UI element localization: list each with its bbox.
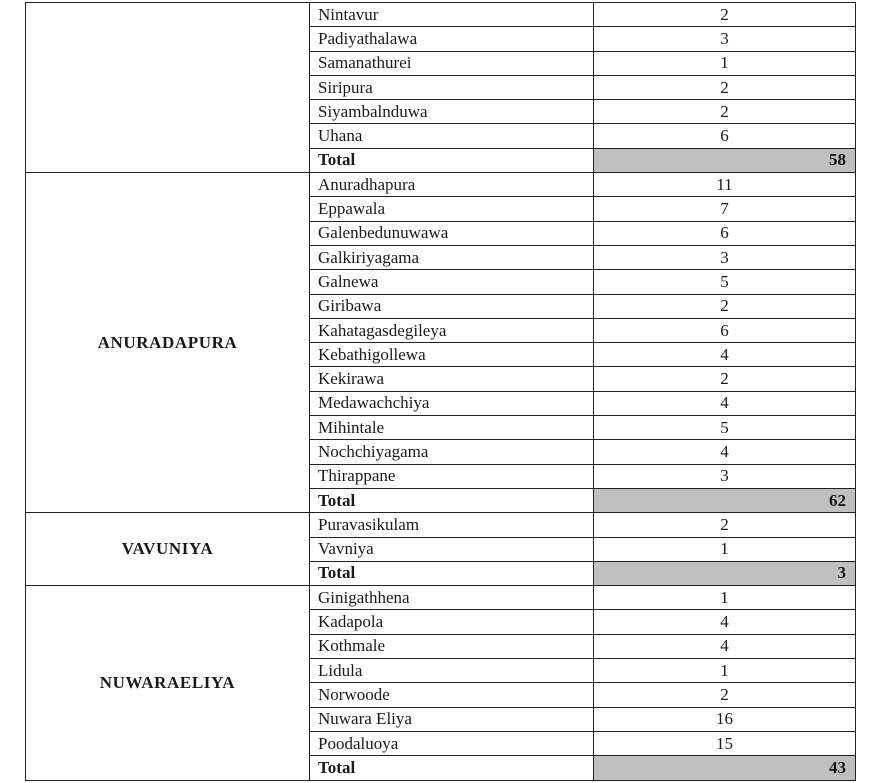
- table-row: [26, 513, 856, 537]
- division-count: 2: [594, 294, 856, 318]
- total-label: Total: [310, 756, 594, 780]
- document-page: [25, 2, 855, 781]
- division-count: 4: [594, 440, 856, 464]
- total-value: 43: [594, 756, 856, 780]
- division-name: Norwoode: [310, 683, 594, 707]
- division-count: 1: [594, 51, 856, 75]
- division-count: 1: [594, 586, 856, 610]
- division-count: 6: [594, 124, 856, 148]
- division-name: Nuwara Eliya: [310, 707, 594, 731]
- district-name: VAVUNIYA: [26, 513, 310, 586]
- division-name: Galnewa: [310, 270, 594, 294]
- division-count: 5: [594, 416, 856, 440]
- division-name: Galkiriyagama: [310, 245, 594, 269]
- table-row: [26, 586, 856, 610]
- division-count: 15: [594, 731, 856, 755]
- division-name: Lidula: [310, 659, 594, 683]
- division-count: 2: [594, 100, 856, 124]
- division-name: Galenbedunuwawa: [310, 221, 594, 245]
- division-name: Vavniya: [310, 537, 594, 561]
- division-name: Samanathurei: [310, 51, 594, 75]
- division-count: 3: [594, 245, 856, 269]
- division-count: 4: [594, 634, 856, 658]
- division-name: Nochchiyagama: [310, 440, 594, 464]
- division-count: 7: [594, 197, 856, 221]
- division-name: Kebathigollewa: [310, 343, 594, 367]
- division-name: Kahatagasdegileya: [310, 318, 594, 342]
- total-value: 3: [594, 561, 856, 585]
- division-count: 2: [594, 75, 856, 99]
- division-name: Kothmale: [310, 634, 594, 658]
- division-count: 1: [594, 659, 856, 683]
- division-count: 4: [594, 610, 856, 634]
- district-name: NUWARAELIYA: [26, 586, 310, 780]
- division-name: Giribawa: [310, 294, 594, 318]
- total-value: 62: [594, 488, 856, 512]
- division-count: 16: [594, 707, 856, 731]
- division-count: 11: [594, 173, 856, 197]
- division-count: 3: [594, 464, 856, 488]
- division-name: Nintavur: [310, 3, 594, 27]
- total-value: 58: [594, 148, 856, 172]
- division-name: Mihintale: [310, 416, 594, 440]
- division-count: 2: [594, 3, 856, 27]
- division-name: Siripura: [310, 75, 594, 99]
- division-name: Anuradhapura: [310, 173, 594, 197]
- division-count: 2: [594, 683, 856, 707]
- division-name: Puravasikulam: [310, 513, 594, 537]
- division-count: 2: [594, 367, 856, 391]
- division-name: Kadapola: [310, 610, 594, 634]
- division-count: 6: [594, 318, 856, 342]
- division-count: 2: [594, 513, 856, 537]
- district-name: [26, 3, 310, 173]
- division-name: Kekirawa: [310, 367, 594, 391]
- total-label: Total: [310, 488, 594, 512]
- division-name: Siyambalnduwa: [310, 100, 594, 124]
- division-name: Thirappane: [310, 464, 594, 488]
- division-name: Uhana: [310, 124, 594, 148]
- division-name: Poodaluoya: [310, 731, 594, 755]
- division-name: Medawachchiya: [310, 391, 594, 415]
- division-count: 5: [594, 270, 856, 294]
- total-label: Total: [310, 148, 594, 172]
- table-row: [26, 173, 856, 197]
- division-count: 6: [594, 221, 856, 245]
- table-row: [26, 3, 856, 27]
- division-count: 4: [594, 391, 856, 415]
- division-count: 1: [594, 537, 856, 561]
- division-count: 3: [594, 27, 856, 51]
- district-name: ANURADAPURA: [26, 173, 310, 513]
- division-name: Ginigathhena: [310, 586, 594, 610]
- total-label: Total: [310, 561, 594, 585]
- division-count: 4: [594, 343, 856, 367]
- division-name: Padiyathalawa: [310, 27, 594, 51]
- table-body: [26, 3, 856, 781]
- district-division-table: [25, 2, 856, 781]
- division-name: Eppawala: [310, 197, 594, 221]
